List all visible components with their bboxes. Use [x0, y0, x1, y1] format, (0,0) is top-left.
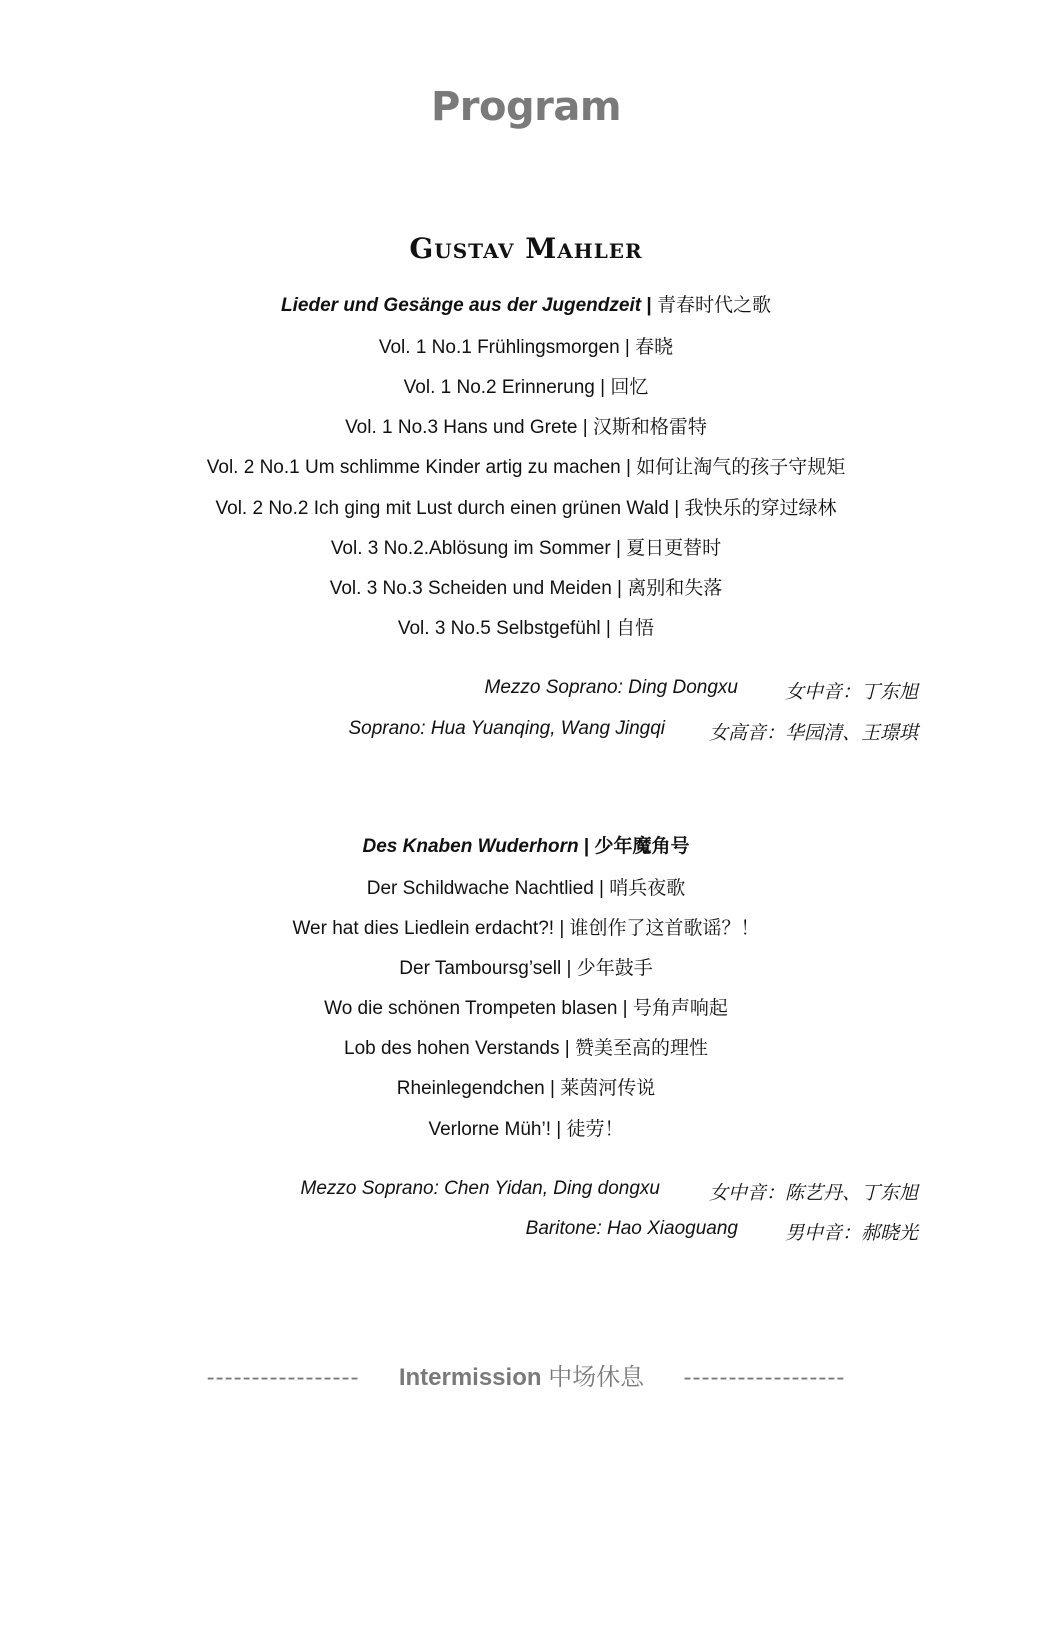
work-title-german: Des Knaben Wuderhorn	[362, 836, 579, 857]
dash-line-right: ------------------	[683, 1364, 846, 1391]
performer-en: Mezzo Soprano: Ding Dongxu	[484, 677, 738, 698]
performer-en: Soprano: Hua Yuanqing, Wang Jingqi	[348, 718, 665, 739]
song-item: Vol. 3 No.2.Ablösung im Sommer | 夏日更替时	[330, 538, 722, 559]
song-item: Vol. 2 No.1 Um schlimme Kinder artig zu machen | 如何让淘气的孩子守规矩	[206, 457, 846, 478]
song-item: Vol. 1 No.3 Hans und Grete | 汉斯和格雷特	[345, 417, 707, 438]
song-item: Vol. 3 No.5 Selbstgefühl | 自悟	[397, 618, 655, 639]
song-item: Wo die schönen Trompeten blasen | 号角声响起	[324, 998, 728, 1019]
page-title: Program	[430, 84, 622, 130]
intermission-label-chinese: 中场休息	[548, 1364, 645, 1391]
composer-name: Gustav Mahler	[409, 232, 643, 265]
work-title-chinese: 青春时代之歌	[656, 295, 771, 316]
performer-zh: 女高音：华园清、王璟琪	[708, 723, 918, 744]
performer-zh: 女中音：丁东旭	[784, 682, 918, 703]
title-separator: |	[583, 836, 590, 857]
performer-zh: 女中音：陈艺丹、丁东旭	[708, 1183, 918, 1204]
song-item: Lob des hohen Verstands | 赞美至高的理性	[344, 1038, 708, 1059]
song-item: Rheinlegendchen | 莱茵河传说	[396, 1078, 656, 1099]
song-item: Wer hat dies Liedlein erdacht?! | 谁创作了这首歌谣？！	[292, 918, 760, 939]
song-item: Der Schildwache Nachtlied | 哨兵夜歌	[366, 878, 686, 899]
song-item: Vol. 1 No.2 Erinnerung | 回忆	[403, 377, 649, 398]
work-title-wunderhorn	[0, 831, 1052, 858]
work-title-german: Lieder und Gesänge aus der Jugendzeit	[281, 295, 642, 316]
song-item: Verlorne Müh’! | 徒劳！	[428, 1119, 624, 1140]
performer-zh: 男中音：郝晓光	[784, 1223, 918, 1244]
work-title-chinese: 少年魔角号	[594, 836, 690, 857]
song-item: Vol. 1 No.1 Frühlingsmorgen | 春晓	[378, 337, 674, 358]
song-item: Vol. 3 No.3 Scheiden und Meiden | 离别和失落	[329, 578, 723, 599]
intermission-label: Intermission	[398, 1364, 542, 1391]
song-item: Der Tamboursg’sell | 少年鼓手	[399, 958, 653, 979]
song-item: Vol. 2 No.2 Ich ging mit Lust durch einen grünen Wald | 我快乐的穿过绿林	[215, 498, 837, 519]
intermission-divider	[0, 1357, 1052, 1392]
dash-line-left: -----------------	[206, 1364, 360, 1391]
title-separator: |	[646, 295, 652, 316]
work-title-jugendzeit	[0, 290, 1052, 317]
performer-en: Baritone: Hao Xiaoguang	[525, 1218, 738, 1239]
performer-en: Mezzo Soprano: Chen Yidan, Ding dongxu	[300, 1178, 660, 1199]
